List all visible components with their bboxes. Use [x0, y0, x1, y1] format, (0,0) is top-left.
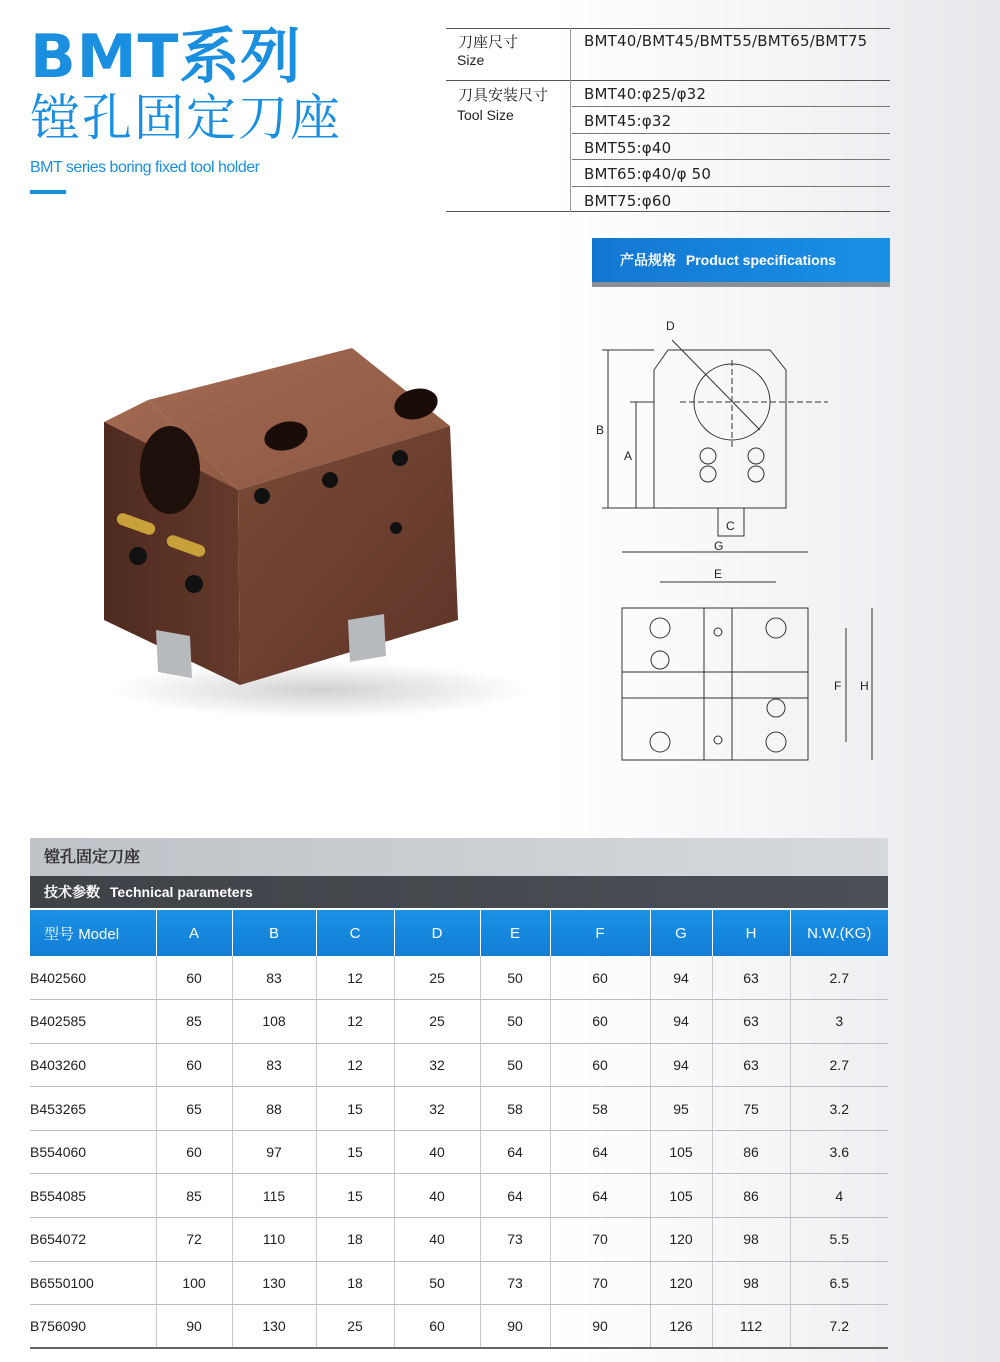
model-cell: B453265 [30, 1087, 156, 1131]
column-header: C [316, 910, 394, 956]
value-cell: 110 [232, 1218, 316, 1262]
tech-params-subtitle [30, 876, 888, 908]
value-cell: 73 [480, 1218, 550, 1262]
value-cell: 3.2 [790, 1087, 888, 1131]
value-cell: 112 [712, 1305, 790, 1349]
value-cell: 64 [480, 1174, 550, 1218]
column-header: G [650, 910, 712, 956]
column-header: F [550, 910, 650, 956]
tool-holder-product-image [90, 330, 530, 730]
drawing-label-g: G [714, 539, 724, 553]
size-table-rule [572, 133, 890, 134]
table-row [30, 1218, 888, 1262]
value-cell: 15 [316, 1130, 394, 1174]
value-cell: 6.5 [790, 1261, 888, 1305]
drawing-label-f: F [834, 679, 842, 693]
drawing-label-b: B [596, 423, 605, 437]
bore-hole [140, 426, 200, 514]
value-cell: 64 [550, 1174, 650, 1218]
value-cell: 64 [550, 1130, 650, 1174]
size-table-rule [446, 211, 890, 212]
table-header-row [30, 910, 888, 956]
screw-icon [392, 450, 408, 466]
value-cell: 18 [316, 1261, 394, 1305]
drawing-label-c: C [726, 519, 735, 533]
value-cell: 126 [650, 1305, 712, 1349]
spec-banner-underline [592, 282, 890, 287]
technical-drawing [580, 310, 900, 780]
value-cell: 60 [156, 1043, 232, 1087]
drawing-label-e: E [714, 567, 723, 581]
value-cell: 40 [394, 1174, 480, 1218]
value-cell: 32 [394, 1043, 480, 1087]
table-row [30, 1261, 888, 1305]
value-cell: 115 [232, 1174, 316, 1218]
value-cell: 2.7 [790, 956, 888, 1000]
size-table-rule [572, 106, 890, 107]
drawing-top-outline [654, 350, 786, 508]
size-table-rule [572, 186, 890, 187]
column-header: E [480, 910, 550, 956]
tool-size-value: BMT65:φ40/φ 50 [584, 165, 712, 183]
model-cell: B402585 [30, 1000, 156, 1044]
value-cell: 130 [232, 1305, 316, 1349]
technical-parameters-table [30, 910, 888, 1349]
value-cell: 90 [156, 1305, 232, 1349]
value-cell: 4 [790, 1174, 888, 1218]
drawing-hole [700, 466, 716, 482]
screw-icon [185, 575, 203, 593]
model-cell: B554060 [30, 1130, 156, 1174]
value-cell: 94 [650, 1000, 712, 1044]
drawing-label-d: D [666, 319, 675, 333]
value-cell: 83 [232, 956, 316, 1000]
tool-size-value: BMT45:φ32 [584, 112, 672, 130]
drawing-hole [650, 618, 670, 638]
value-cell: 90 [480, 1305, 550, 1349]
value-cell: 73 [480, 1261, 550, 1305]
value-cell: 40 [394, 1218, 480, 1262]
spec-banner-en: Product specifications [685, 252, 837, 268]
screw-icon [390, 522, 402, 534]
tool-size-value: BMT40:φ25/φ32 [584, 85, 707, 103]
value-cell: 63 [712, 956, 790, 1000]
column-header: A [156, 910, 232, 956]
spec-banner-cn: 产品规格 [620, 253, 676, 269]
value-cell: 94 [650, 956, 712, 1000]
value-cell: 75 [712, 1087, 790, 1131]
value-cell: 32 [394, 1087, 480, 1131]
model-cell: B402560 [30, 956, 156, 1000]
value-cell: 95 [650, 1087, 712, 1131]
page-subtitle: 镗孔固定刀座 [30, 89, 342, 147]
column-header: H [712, 910, 790, 956]
value-cell: 50 [480, 1000, 550, 1044]
size-table [446, 28, 890, 212]
tool-size-label-en: Tool Size [457, 107, 514, 123]
value-cell: 58 [480, 1087, 550, 1131]
holder-size-value: BMT40/BMT45/BMT55/BMT65/BMT75 [584, 32, 868, 50]
table-row [30, 1087, 888, 1131]
value-cell: 25 [394, 1000, 480, 1044]
value-cell: 58 [550, 1087, 650, 1131]
drawing-hole [748, 466, 764, 482]
drawing-label-a: A [624, 449, 633, 463]
value-cell: 90 [550, 1305, 650, 1349]
value-cell: 88 [232, 1087, 316, 1131]
tech-section-title: 镗孔固定刀座 [30, 838, 888, 876]
value-cell: 12 [316, 1000, 394, 1044]
value-cell: 65 [156, 1087, 232, 1131]
table-row [30, 956, 888, 1000]
tech-params-subtitle-en: Technical parameters [109, 884, 253, 900]
value-cell: 85 [156, 1000, 232, 1044]
model-header-cn: 型号 [44, 924, 75, 943]
value-cell: 105 [650, 1174, 712, 1218]
drawing-diameter-line [672, 340, 760, 430]
size-table-rule [446, 28, 890, 29]
value-cell: 60 [550, 956, 650, 1000]
model-cell: B6550100 [30, 1261, 156, 1305]
drawing-hole [766, 732, 786, 752]
value-cell: 70 [550, 1261, 650, 1305]
table-row [30, 1130, 888, 1174]
table-body [30, 956, 888, 1348]
value-cell: 130 [232, 1261, 316, 1305]
model-cell: B403260 [30, 1043, 156, 1087]
value-cell: 98 [712, 1261, 790, 1305]
value-cell: 25 [316, 1305, 394, 1349]
value-cell: 12 [316, 1043, 394, 1087]
model-cell: B554085 [30, 1174, 156, 1218]
value-cell: 100 [156, 1261, 232, 1305]
column-header: B [232, 910, 316, 956]
table-row [30, 1043, 888, 1087]
column-header: D [394, 910, 480, 956]
value-cell: 15 [316, 1174, 394, 1218]
value-cell: 50 [480, 1043, 550, 1087]
screw-icon [254, 488, 270, 504]
value-cell: 108 [232, 1000, 316, 1044]
tool-size-value: BMT75:φ60 [584, 192, 672, 210]
drawing-hole [650, 732, 670, 752]
holder-size-label-cn: 刀座尺寸 [458, 33, 519, 51]
steel-key [156, 630, 192, 678]
screw-icon [129, 547, 147, 565]
value-cell: 94 [650, 1043, 712, 1087]
value-cell: 60 [156, 1130, 232, 1174]
tool-size-label-cn: 刀具安装尺寸 [458, 86, 549, 104]
value-cell: 2.7 [790, 1043, 888, 1087]
page-title-english: BMT series boring fixed tool holder [30, 159, 260, 176]
holder-size-label-en: Size [457, 52, 485, 68]
title-underline [30, 190, 66, 194]
table-row [30, 1000, 888, 1044]
value-cell: 98 [712, 1218, 790, 1262]
drawing-hole [700, 448, 716, 464]
value-cell: 86 [712, 1174, 790, 1218]
value-cell: 63 [712, 1043, 790, 1087]
value-cell: 25 [394, 956, 480, 1000]
value-cell: 63 [712, 1000, 790, 1044]
value-cell: 7.2 [790, 1305, 888, 1349]
drawing-hole [767, 699, 785, 717]
steel-key [348, 614, 386, 662]
column-header: N.W.(KG) [790, 910, 888, 956]
size-table-rule [572, 159, 890, 160]
model-header-en: Model [78, 925, 120, 943]
value-cell: 60 [394, 1305, 480, 1349]
value-cell: 3.6 [790, 1130, 888, 1174]
value-cell: 105 [650, 1130, 712, 1174]
size-table-divider [570, 28, 571, 212]
value-cell: 97 [232, 1130, 316, 1174]
drawing-label-h: H [860, 679, 869, 693]
value-cell: 50 [394, 1261, 480, 1305]
model-cell: B756090 [30, 1305, 156, 1349]
size-table-rule [446, 80, 890, 81]
tool-size-value: BMT55:φ40 [584, 139, 672, 157]
value-cell: 60 [156, 956, 232, 1000]
value-cell: 60 [550, 1043, 650, 1087]
value-cell: 120 [650, 1261, 712, 1305]
value-cell: 64 [480, 1130, 550, 1174]
drawing-hole [714, 628, 722, 636]
value-cell: 70 [550, 1218, 650, 1262]
screw-icon [322, 472, 338, 488]
value-cell: 3 [790, 1000, 888, 1044]
product-specifications-banner [592, 238, 890, 282]
model-cell: B654072 [30, 1218, 156, 1262]
drawing-hole [748, 448, 764, 464]
drawing-hole [651, 651, 669, 669]
tech-params-subtitle-cn: 技术参数 [44, 885, 100, 901]
value-cell: 50 [480, 956, 550, 1000]
drawing-hole [766, 618, 786, 638]
table-row [30, 1174, 888, 1218]
value-cell: 60 [550, 1000, 650, 1044]
value-cell: 120 [650, 1218, 712, 1262]
value-cell: 15 [316, 1087, 394, 1131]
value-cell: 72 [156, 1218, 232, 1262]
column-header-model [30, 910, 156, 956]
value-cell: 12 [316, 956, 394, 1000]
value-cell: 86 [712, 1130, 790, 1174]
table-row [30, 1305, 888, 1349]
value-cell: 85 [156, 1174, 232, 1218]
page-title: BMT系列 [30, 22, 302, 92]
value-cell: 5.5 [790, 1218, 888, 1262]
drawing-hole [714, 736, 722, 744]
value-cell: 18 [316, 1218, 394, 1262]
value-cell: 83 [232, 1043, 316, 1087]
value-cell: 40 [394, 1130, 480, 1174]
